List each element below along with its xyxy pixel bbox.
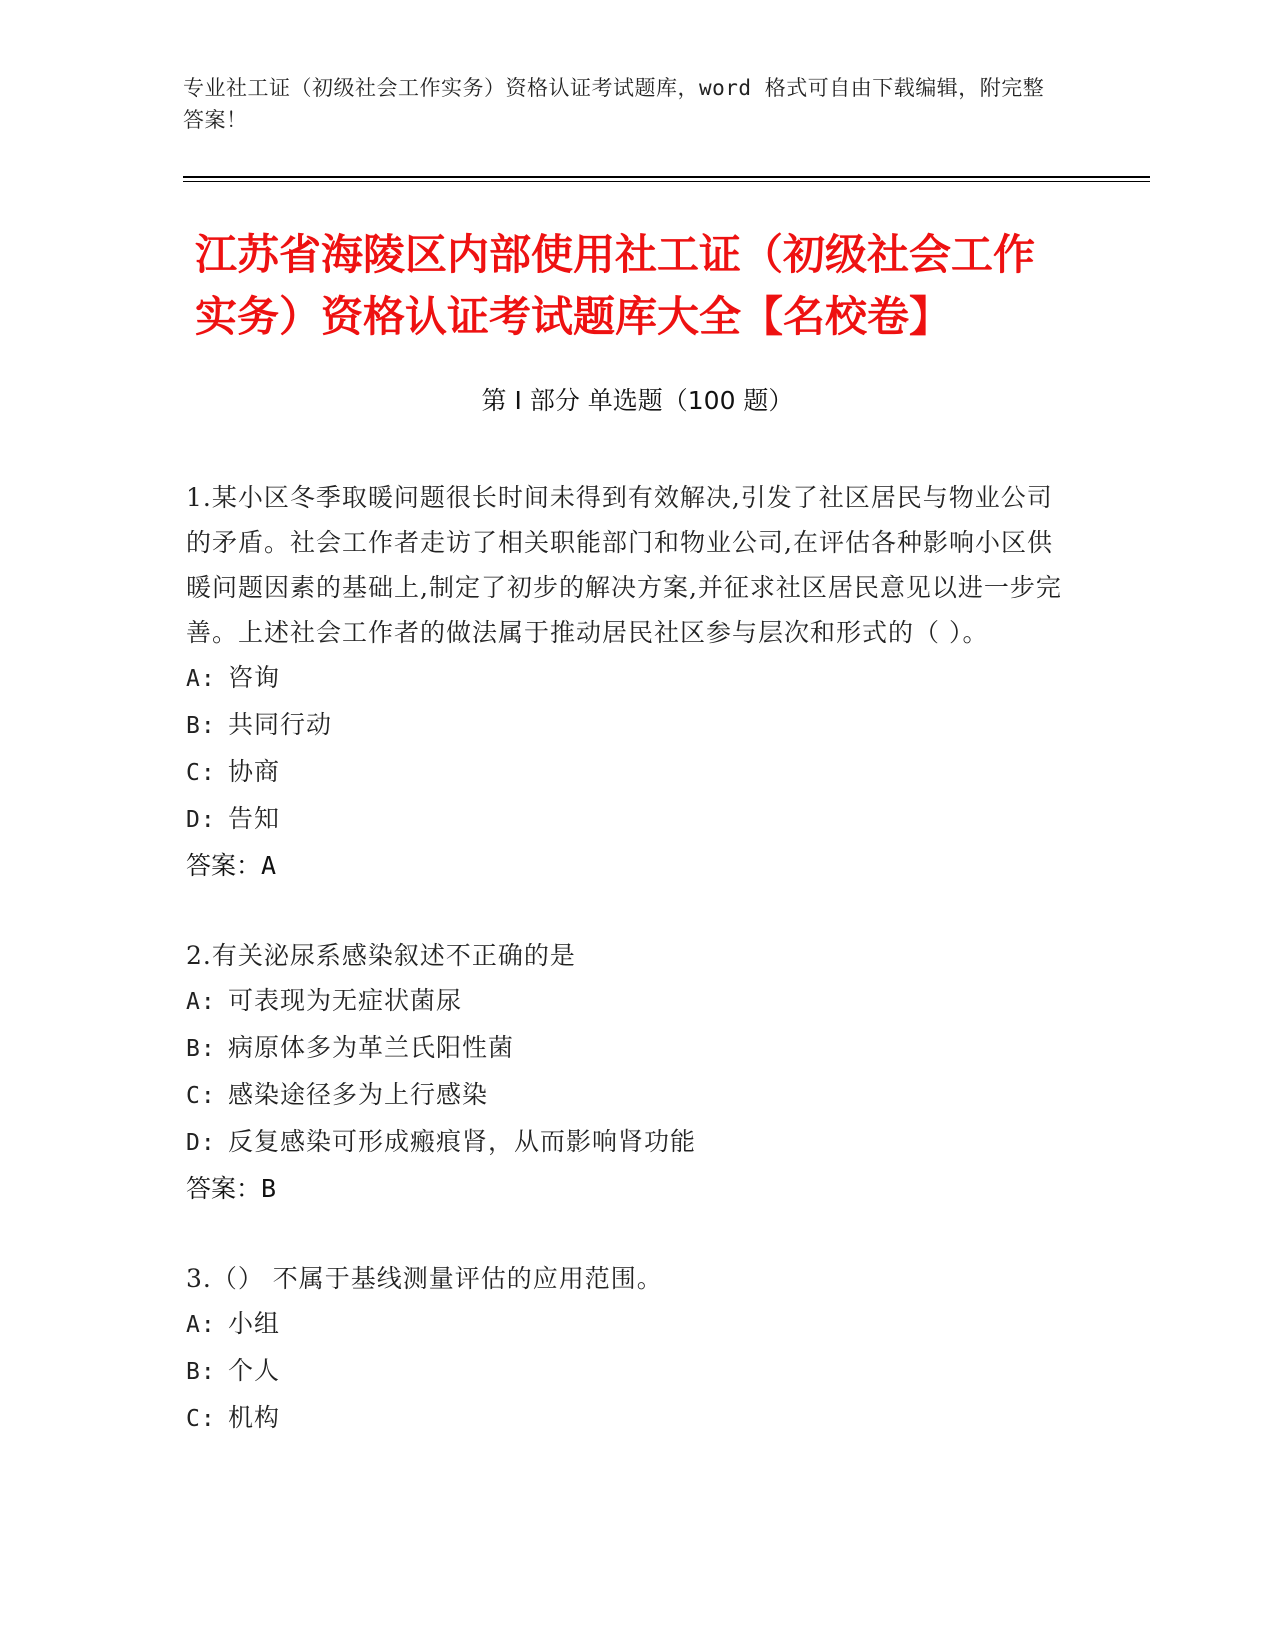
option-letter: B: bbox=[186, 1036, 216, 1062]
header-note: 专业社工证（初级社会工作实务）资格认证考试题库，word 格式可自由下载编辑，附完整答案！ bbox=[183, 76, 1045, 132]
answer-label: 答案： bbox=[186, 851, 262, 880]
option-letter: C: bbox=[186, 1083, 216, 1109]
option-a bbox=[186, 978, 1066, 1025]
option-text: 反复感染可形成瘢痕肾，从而影响肾功能 bbox=[228, 1127, 697, 1156]
answer-line bbox=[186, 1166, 1066, 1211]
answer-label: 答案： bbox=[186, 1174, 262, 1203]
option-letter: B: bbox=[186, 713, 216, 739]
option-letter: C: bbox=[186, 760, 216, 786]
option-text: 可表现为无症状菌尿 bbox=[228, 986, 463, 1015]
option-text: 小组 bbox=[228, 1309, 281, 1338]
option-b bbox=[186, 702, 1066, 749]
option-letter: B: bbox=[186, 1359, 216, 1385]
option-letter: D: bbox=[186, 807, 216, 833]
question-3 bbox=[186, 1256, 1066, 1442]
option-letter: A: bbox=[186, 1312, 216, 1338]
option-letter: D: bbox=[186, 1130, 216, 1156]
option-a bbox=[186, 1301, 1066, 1348]
option-b bbox=[186, 1025, 1066, 1072]
answer-line bbox=[186, 843, 1066, 888]
question-list bbox=[186, 475, 1066, 1487]
option-c bbox=[186, 1072, 1066, 1119]
option-text: 协商 bbox=[228, 757, 281, 786]
option-c bbox=[186, 1395, 1066, 1442]
question-stem: 2.有关泌尿系感染叙述不正确的是 bbox=[186, 941, 576, 970]
section-heading: 第 I 部分 单选题（100 题） bbox=[481, 386, 794, 415]
answer-value: A bbox=[261, 851, 277, 880]
question-stem: 1.某小区冬季取暖问题很长时间未得到有效解决,引发了社区居民与物业公司的矛盾。社会工作者走访了相关职能部门和物业公司,在评估各种影响小区供暖问题因素的基础上,制定了初步的解决方案,并征求社区居民意见以进一步完善。上述社会工作者的做法属于推动居民社区参与层次和形式的（ ）。 bbox=[186, 483, 1062, 647]
question-2 bbox=[186, 933, 1066, 1211]
option-d bbox=[186, 796, 1066, 843]
option-letter: A: bbox=[186, 666, 216, 692]
option-text: 个人 bbox=[228, 1356, 281, 1385]
header-divider-thin bbox=[183, 181, 1150, 182]
option-text: 感染途径多为上行感染 bbox=[228, 1080, 489, 1109]
option-b bbox=[186, 1348, 1066, 1395]
answer-value: B bbox=[261, 1174, 277, 1203]
option-text: 告知 bbox=[228, 804, 281, 833]
option-letter: C: bbox=[186, 1406, 216, 1432]
option-letter: A: bbox=[186, 989, 216, 1015]
option-text: 共同行动 bbox=[228, 710, 333, 739]
question-stem: 3.（） 不属于基线测量评估的应用范围。 bbox=[186, 1264, 663, 1293]
option-text: 病原体多为革兰氏阳性菌 bbox=[228, 1033, 515, 1062]
header-divider-thick bbox=[183, 176, 1150, 178]
question-1 bbox=[186, 475, 1066, 888]
document-title: 江苏省海陵区内部使用社工证（初级社会工作实务）资格认证考试题库大全【名校卷】 bbox=[195, 230, 1036, 341]
option-text: 机构 bbox=[228, 1403, 281, 1432]
option-c bbox=[186, 749, 1066, 796]
option-a bbox=[186, 655, 1066, 702]
option-d bbox=[186, 1119, 1066, 1166]
option-text: 咨询 bbox=[228, 663, 281, 692]
